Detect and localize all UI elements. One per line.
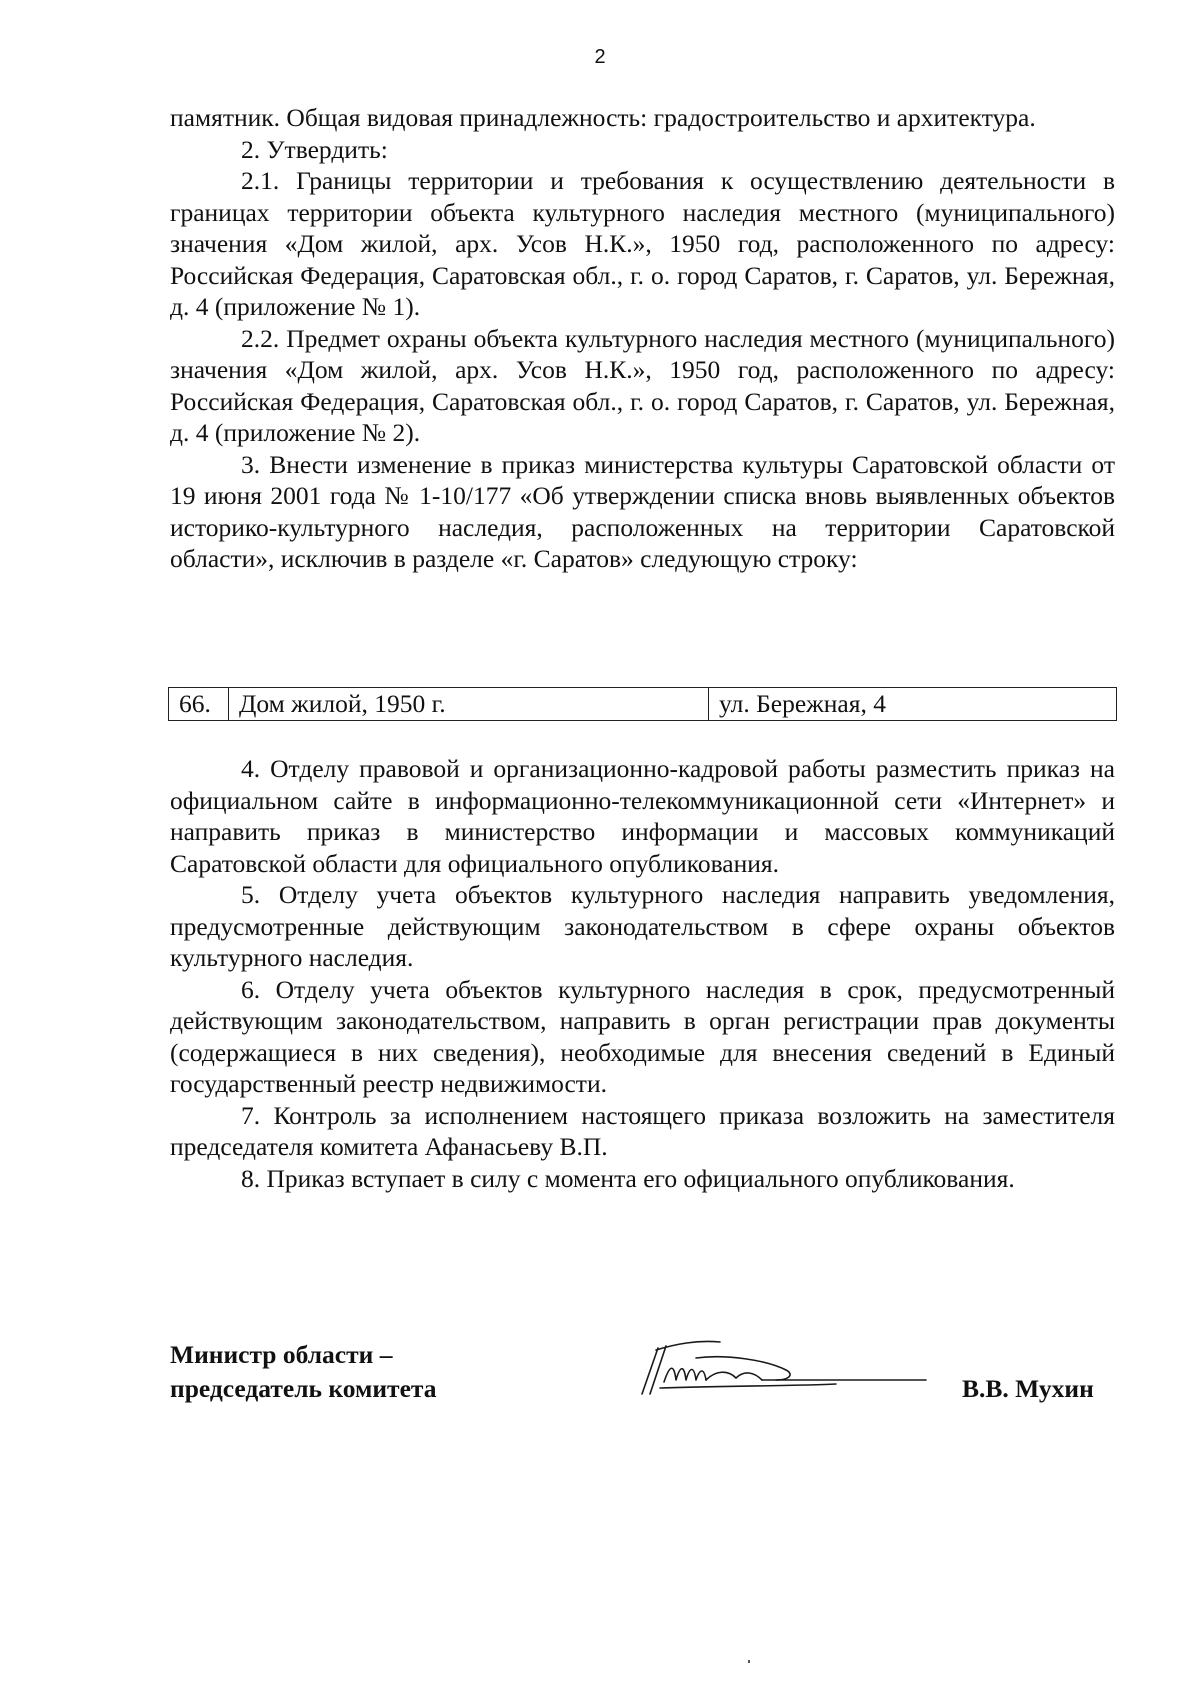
body-text-bottom [170,753,1115,1194]
signatory-title [170,1338,436,1406]
paragraph: 6. Отделу учета объектов культурного наследия в срок, предусмотренный действующим законодательством, направить в орган регистрации прав документы (содержащиеся в них сведения), необходимые для внесения сведений в Единый государственный реестр недвижимости. [170,974,1115,1098]
paragraph: 5. Отделу учета объектов культурного наследия направить уведомления, предусмотренные действующим законодательством в сфере охраны объектов культурного наследия. [170,880,1115,972]
entry-name: Дом жилой, 1950 г. [229,688,709,720]
entry-number: 66. [169,688,229,720]
paragraph: 2.2. Предмет охраны объекта культурного наследия местного (муниципального) значения «Дом жилой, арх. Усов Н.К.», 1950 год, расположенного по адресу: Российская Федерация, Саратовская обл., г. о. город Саратов, г. Саратов, ул. Бережная, д. 4 (приложение № 2). [170,323,1115,447]
signatory-title-line: Министр области – [170,1340,393,1369]
paragraph: 7. Контроль за исполнением настоящего приказа возложить на заместителя председателя комитета Афанасьеву В.П. [170,1100,1115,1161]
paragraph: 3. Внести изменение в приказ министерства культуры Саратовской области от 19 июня 2001 года № 1-10/177 «Об утверждении списка вновь выявленных объектов историко-культурного наследия, расположенных на территории Саратовской области», исключив в разделе «г. Саратов» следующую строку: [170,449,1115,573]
paragraph: 2. Утвердить: [241,134,388,164]
paragraph: 4. Отделу правовой и организационно-кадровой работы разместить приказ на официальном сайте в информационно-телекоммуникационной сети «Интернет» и направить приказ в министерство информации и массовых коммуникаций Саратовской области для официального опубликования. [170,754,1115,878]
signatory-title-line: председатель комитета [170,1374,437,1403]
page-number: 2 [594,46,606,68]
signatory-name: В.В. Мухин [962,1374,1094,1403]
handwritten-signature [636,1330,936,1400]
paragraph: памятник. Общая видовая принадлежность: градостроительство и архитектура. [170,103,1036,132]
paragraph: 2.1. Границы территории и требования к осуществлению деятельности в границах территории объекта культурного наследия местного (муниципального) значения «Дом жилой, арх. Усов Н.К.», 1950 год, расположенного по адресу: Российская Федерация, Саратовская обл., г. о. город Саратов, г. Саратов, ул. Бережная, д. 4 (приложение № 1). [170,166,1115,321]
scan-speck [748,1660,750,1663]
entry-address: ул. Бережная, 4 [719,689,886,718]
body-text-top [170,102,1115,575]
excluded-entry-table [168,687,1117,721]
paragraph: 8. Приказ вступает в силу с момента его официального опубликования. [241,1163,1015,1193]
